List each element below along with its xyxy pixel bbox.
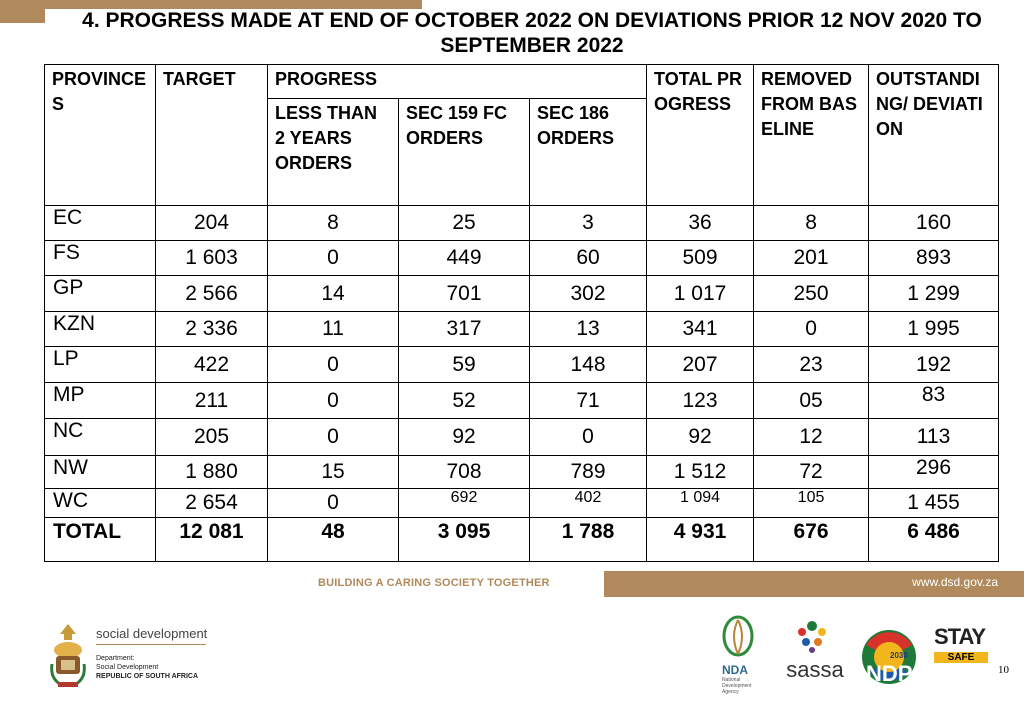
- cell-removed: 0: [754, 312, 869, 347]
- table-row: [45, 347, 999, 383]
- footer-url-bar: [604, 571, 1024, 597]
- cell-less-than-2: 14: [268, 276, 399, 312]
- footer-url[interactable]: www.dsd.gov.za: [912, 575, 998, 589]
- cell-removed: 105: [754, 489, 869, 518]
- cell-sec-186: 71: [530, 383, 647, 419]
- cell-target: 204: [156, 206, 268, 241]
- cell-outstanding: 113: [869, 419, 999, 456]
- dsd-name: social development: [96, 626, 208, 641]
- nda-emblem-icon: [718, 614, 758, 658]
- cell-removed: 12: [754, 419, 869, 456]
- cell-sec-186: 402: [530, 489, 647, 518]
- cell-province: MP: [45, 383, 156, 419]
- cell-outstanding: 83: [869, 383, 999, 419]
- cell-less-than-2: 0: [268, 489, 399, 518]
- cell-sec-159: 701: [399, 276, 530, 312]
- sassa-text: sassa: [786, 657, 844, 682]
- cell-less-than-2: 11: [268, 312, 399, 347]
- cell-sec-159: 25: [399, 206, 530, 241]
- stay-safe-logo: [934, 624, 994, 688]
- cell-total-progress: 1 017: [647, 276, 754, 312]
- cell-less-than-2: 0: [268, 383, 399, 419]
- sassa-emblem-icon: [782, 618, 842, 654]
- cell-removed: 05: [754, 383, 869, 419]
- cell-removed: 23: [754, 347, 869, 383]
- table-row: [45, 241, 999, 276]
- cell-sec-159: 92: [399, 419, 530, 456]
- cell-sec-186: 0: [530, 419, 647, 456]
- cell-less-than-2: 0: [268, 419, 399, 456]
- cell-target: 1 603: [156, 241, 268, 276]
- nda-subtext: National Development Agency: [722, 677, 752, 695]
- cell-less-than-2: 0: [268, 241, 399, 276]
- table-row: [45, 206, 999, 241]
- cell-total-progress: 341: [647, 312, 754, 347]
- cell-target: 422: [156, 347, 268, 383]
- cell-province: EC: [45, 206, 156, 241]
- cell-outstanding: 1 455: [869, 489, 999, 518]
- table-row: [45, 419, 999, 456]
- cell-total-progress: 207: [647, 347, 754, 383]
- cell-province: KZN: [45, 312, 156, 347]
- cell-sec-159: 708: [399, 456, 530, 489]
- cell-province: WC: [45, 489, 156, 518]
- cell-outstanding: 1 299: [869, 276, 999, 312]
- header-progress: PROGRESS: [268, 65, 647, 99]
- cell-sec-159: 59: [399, 347, 530, 383]
- cell-total-progress: 123: [647, 383, 754, 419]
- cell-sec-159: 52: [399, 383, 530, 419]
- cell-sec-186: 60: [530, 241, 647, 276]
- cell-removed: 250: [754, 276, 869, 312]
- cell-total-target: 12 081: [156, 518, 268, 562]
- table-row: [45, 383, 999, 419]
- cell-province: GP: [45, 276, 156, 312]
- cell-province: FS: [45, 241, 156, 276]
- cell-total-progress: 509: [647, 241, 754, 276]
- cell-less-than-2: 0: [268, 347, 399, 383]
- ndp-year: 2030: [890, 651, 908, 660]
- ndp-text: NDP: [866, 661, 913, 686]
- header-total-progress: TOTAL PROGRESS: [647, 65, 754, 206]
- table-row: [45, 276, 999, 312]
- cell-sec-159: 692: [399, 489, 530, 518]
- dsd-dept-name: Social Development: [96, 664, 159, 671]
- safe-text: SAFE: [934, 652, 988, 663]
- cell-less-than-2: 15: [268, 456, 399, 489]
- cell-outstanding: 296: [869, 456, 999, 489]
- dsd-divider: [96, 644, 206, 645]
- header-sec-159: SEC 159 FC ORDERS: [399, 99, 530, 206]
- cell-total-progress: 36: [647, 206, 754, 241]
- table-row: [45, 312, 999, 347]
- table-row: [45, 489, 999, 518]
- cell-removed: 8: [754, 206, 869, 241]
- deviations-table: [44, 64, 999, 562]
- cell-total-sec-186: 1 788: [530, 518, 647, 562]
- cell-sec-159: 317: [399, 312, 530, 347]
- cell-total-progress: 92: [647, 419, 754, 456]
- header-removed-from-baseline: REMOVED FROM BASELINE: [754, 65, 869, 206]
- cell-total-less-than-2: 48: [268, 518, 399, 562]
- cell-sec-186: 13: [530, 312, 647, 347]
- cell-total-total-progress: 4 931: [647, 518, 754, 562]
- cell-total-outstanding: 6 486: [869, 518, 999, 562]
- table-body: [45, 206, 999, 562]
- header-provinces: PROVINCES: [45, 65, 156, 206]
- cell-sec-159: 449: [399, 241, 530, 276]
- cell-province: NC: [45, 419, 156, 456]
- cell-total-removed: 676: [754, 518, 869, 562]
- cell-outstanding: 192: [869, 347, 999, 383]
- cell-removed: 72: [754, 456, 869, 489]
- slide-title: 4. PROGRESS MADE AT END OF OCTOBER 2022 ON DEVIATIONS PRIOR 12 NOV 2020 TO SEPTEMBER 2022: [82, 9, 982, 57]
- stay-text: STAY: [934, 624, 986, 649]
- cell-total-progress: 1 512: [647, 456, 754, 489]
- cell-sec-186: 3: [530, 206, 647, 241]
- cell-total-label: TOTAL: [45, 518, 156, 562]
- cell-province: LP: [45, 347, 156, 383]
- dsd-logo: [46, 620, 216, 690]
- cell-target: 2 566: [156, 276, 268, 312]
- cell-outstanding: 160: [869, 206, 999, 241]
- total-row: [45, 518, 999, 562]
- cell-target: 211: [156, 383, 268, 419]
- cell-sec-186: 789: [530, 456, 647, 489]
- sassa-logo: [782, 618, 848, 688]
- ndp-logo: [860, 625, 918, 689]
- cell-removed: 201: [754, 241, 869, 276]
- header-less-than-2-years: LESS THAN 2 YEARS ORDERS: [268, 99, 399, 206]
- cell-target: 1 880: [156, 456, 268, 489]
- dsd-department: Department:: [96, 655, 135, 662]
- cell-outstanding: 893: [869, 241, 999, 276]
- cell-province: NW: [45, 456, 156, 489]
- page-number: 10: [998, 664, 1009, 676]
- cell-target: 205: [156, 419, 268, 456]
- cell-sec-186: 302: [530, 276, 647, 312]
- nda-logo: [718, 614, 768, 694]
- cell-total-progress: 1 094: [647, 489, 754, 518]
- cell-less-than-2: 8: [268, 206, 399, 241]
- header-outstanding-deviation: OUTSTANDING/ DEVIATION: [869, 65, 999, 206]
- footer-slogan: BUILDING A CARING SOCIETY TOGETHER: [318, 577, 550, 589]
- top-accent-strip: [0, 9, 45, 23]
- nda-text: NDA: [722, 663, 748, 677]
- header-sec-186: SEC 186 ORDERS: [530, 99, 647, 206]
- cell-target: 2 336: [156, 312, 268, 347]
- cell-sec-186: 148: [530, 347, 647, 383]
- cell-outstanding: 1 995: [869, 312, 999, 347]
- cell-total-sec-159: 3 095: [399, 518, 530, 562]
- header-target: TARGET: [156, 65, 268, 206]
- table-row: [45, 456, 999, 489]
- dsd-country: REPUBLIC OF SOUTH AFRICA: [96, 673, 199, 680]
- cell-target: 2 654: [156, 489, 268, 518]
- coat-of-arms-icon: [46, 620, 90, 690]
